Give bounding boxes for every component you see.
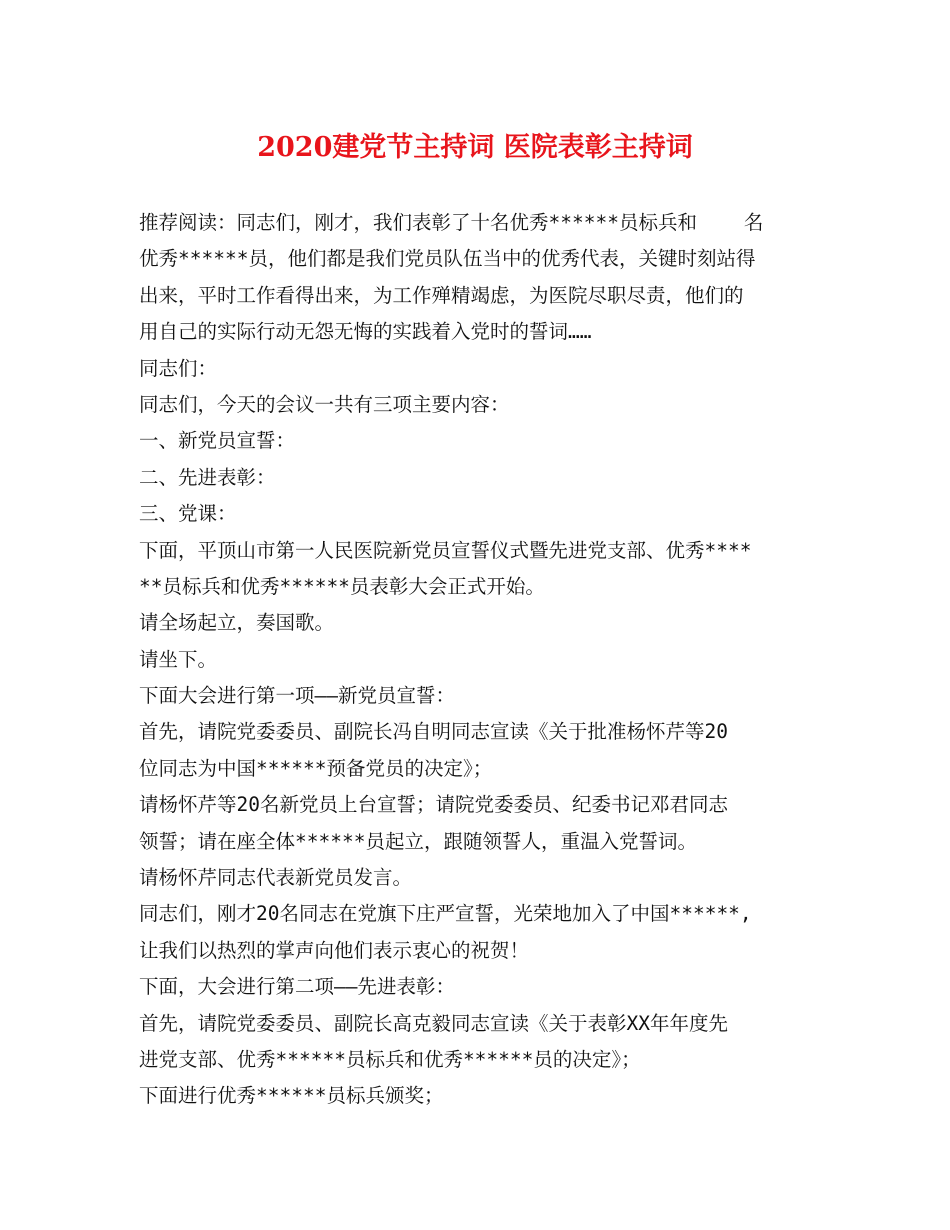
text-line: 位同志为中国******预备党员的决定》；: [139, 756, 493, 780]
text-line: 下面，平顶山市第一人民医院新党员宣誓仪式暨先进党支部、优秀****: [139, 538, 752, 562]
text-line: 一、新党员宣誓：: [139, 429, 296, 453]
text-line: 请全场起立，奏国歌。: [139, 611, 335, 635]
text-line: 让我们以热烈的掌声向他们表示衷心的祝贺！: [139, 938, 530, 962]
text-line: 首先，请院党委委员、副院长冯自明同志宣读《关于批准杨怀芹等20: [139, 720, 728, 744]
text-line: 首先，请院党委委员、副院长高克毅同志宣读《关于表彰XX年年度先: [139, 1011, 728, 1035]
text-line: 三、党课：: [139, 502, 237, 526]
text-line: 同志们，刚才20名同志在党旗下庄严宣誓，光荣地加入了中国******,: [139, 902, 752, 926]
text-line: 优秀******员，他们都是我们党员队伍当中的优秀代表，关键时刻站得: [139, 247, 756, 271]
text-line: 二、先进表彰：: [139, 465, 276, 489]
text-line: 推荐阅读：同志们，刚才，我们表彰了十名优秀******员标兵和 名: [139, 211, 764, 234]
text-line: 同志们，今天的会议一共有三项主要内容：: [139, 392, 510, 416]
text-line: 请杨怀芹等20名新党员上台宣誓；请院党委委员、纪委书记邓君同志: [139, 793, 728, 817]
text-line: 请坐下。: [139, 647, 218, 671]
text-line: 下面进行优秀******员标兵颁奖；: [139, 1084, 444, 1108]
text-line: 下面大会进行第一项——新党员宣誓：: [139, 684, 455, 708]
document-body: [139, 205, 819, 1115]
text-line: **员标兵和优秀******员表彰大会正式开始。: [139, 574, 545, 598]
text-line: 出来，平时工作看得出来，为工作殚精竭虑，为医院尽职尽责，他们的: [139, 283, 744, 307]
text-line: 进党支部、优秀******员标兵和优秀******员的决定》；: [139, 1047, 641, 1071]
text-line: 同志们：: [139, 356, 218, 380]
document-title: 2020建党节主持词 医院表彰主持词: [257, 132, 693, 163]
text-line: 领誓；请在座全体******员起立，跟随领誓人，重温入党誓词。: [139, 829, 697, 853]
text-line: 请杨怀芹同志代表新党员发言。: [139, 866, 413, 890]
text-line: 下面，大会进行第二项——先进表彰：: [139, 975, 455, 999]
text-line: 用自己的实际行动无怨无悔的实践着入党时的誓词……: [139, 320, 592, 344]
